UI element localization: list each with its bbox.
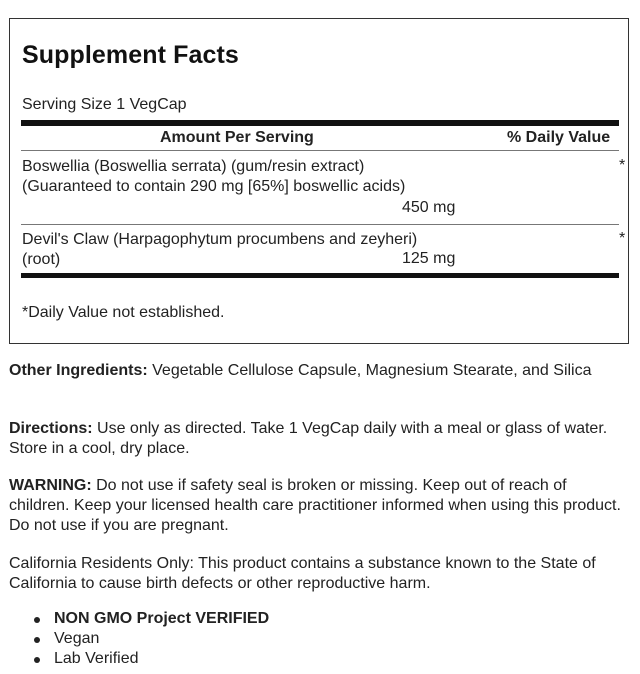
facts-title: Supplement Facts bbox=[22, 41, 239, 69]
row-divider bbox=[21, 224, 619, 225]
amount-cell: 450 mg bbox=[402, 199, 456, 216]
directions-label: Directions: bbox=[9, 420, 93, 437]
thick-divider bbox=[21, 273, 619, 278]
ingredient-detail: (Guaranteed to contain 290 mg [65%] boswellic acids) bbox=[22, 178, 406, 195]
list-item bbox=[34, 629, 269, 649]
bullet-icon bbox=[34, 657, 40, 663]
amount-cell: 125 mg bbox=[402, 250, 456, 267]
warning-text: Do not use if safety seal is broken or missing. Keep out of reach of children. Keep your licensed health care practitioner informed when using this product. Do not use if you are pregnant. bbox=[9, 477, 621, 534]
vegan-badge: Vegan bbox=[54, 630, 100, 647]
other-ingredients-text: Vegetable Cellulose Capsule, Magnesium Stearate, and Silica bbox=[147, 362, 592, 379]
ingredient-boswellia bbox=[22, 157, 405, 197]
warning bbox=[9, 476, 629, 536]
warning-label: WARNING: bbox=[9, 477, 92, 494]
ingredient-devils-claw bbox=[22, 230, 417, 270]
lab-verified-badge: Lab Verified bbox=[54, 650, 139, 667]
certification-list bbox=[34, 609, 269, 669]
ingredient-name: Devil's Claw (Harpagophytum procumbens and zeyheri) bbox=[22, 231, 418, 248]
non-gmo-badge: NON GMO Project VERIFIED bbox=[54, 610, 270, 627]
daily-value-header: % Daily Value bbox=[507, 129, 611, 146]
header-divider bbox=[21, 150, 619, 151]
other-ingredients bbox=[9, 361, 629, 381]
daily-value-cell: * bbox=[619, 230, 626, 247]
daily-value-cell: * bbox=[619, 157, 626, 174]
other-ingredients-label: Other Ingredients: bbox=[9, 362, 148, 379]
serving-size: Serving Size 1 VegCap bbox=[22, 96, 187, 113]
ingredient-name: Boswellia (Boswellia serrata) (gum/resin extract) bbox=[22, 158, 365, 175]
directions bbox=[9, 419, 629, 459]
directions-text: Use only as directed. Take 1 VegCap daily with a meal or glass of water. Store in a cool, dry place. bbox=[9, 420, 608, 457]
supplement-facts-panel bbox=[9, 18, 629, 344]
california-notice: California Residents Only: This product contains a substance known to the State of California to cause birth defects or other reproductive harm. bbox=[9, 555, 596, 592]
list-item bbox=[34, 609, 269, 629]
bullet-icon bbox=[34, 637, 40, 643]
amount-per-serving-header: Amount Per Serving bbox=[160, 129, 314, 146]
thick-divider bbox=[21, 120, 619, 126]
list-item bbox=[34, 649, 269, 669]
daily-value-footnote: *Daily Value not established. bbox=[22, 304, 225, 321]
bullet-icon bbox=[34, 617, 40, 623]
ingredient-detail: (root) bbox=[22, 251, 61, 268]
